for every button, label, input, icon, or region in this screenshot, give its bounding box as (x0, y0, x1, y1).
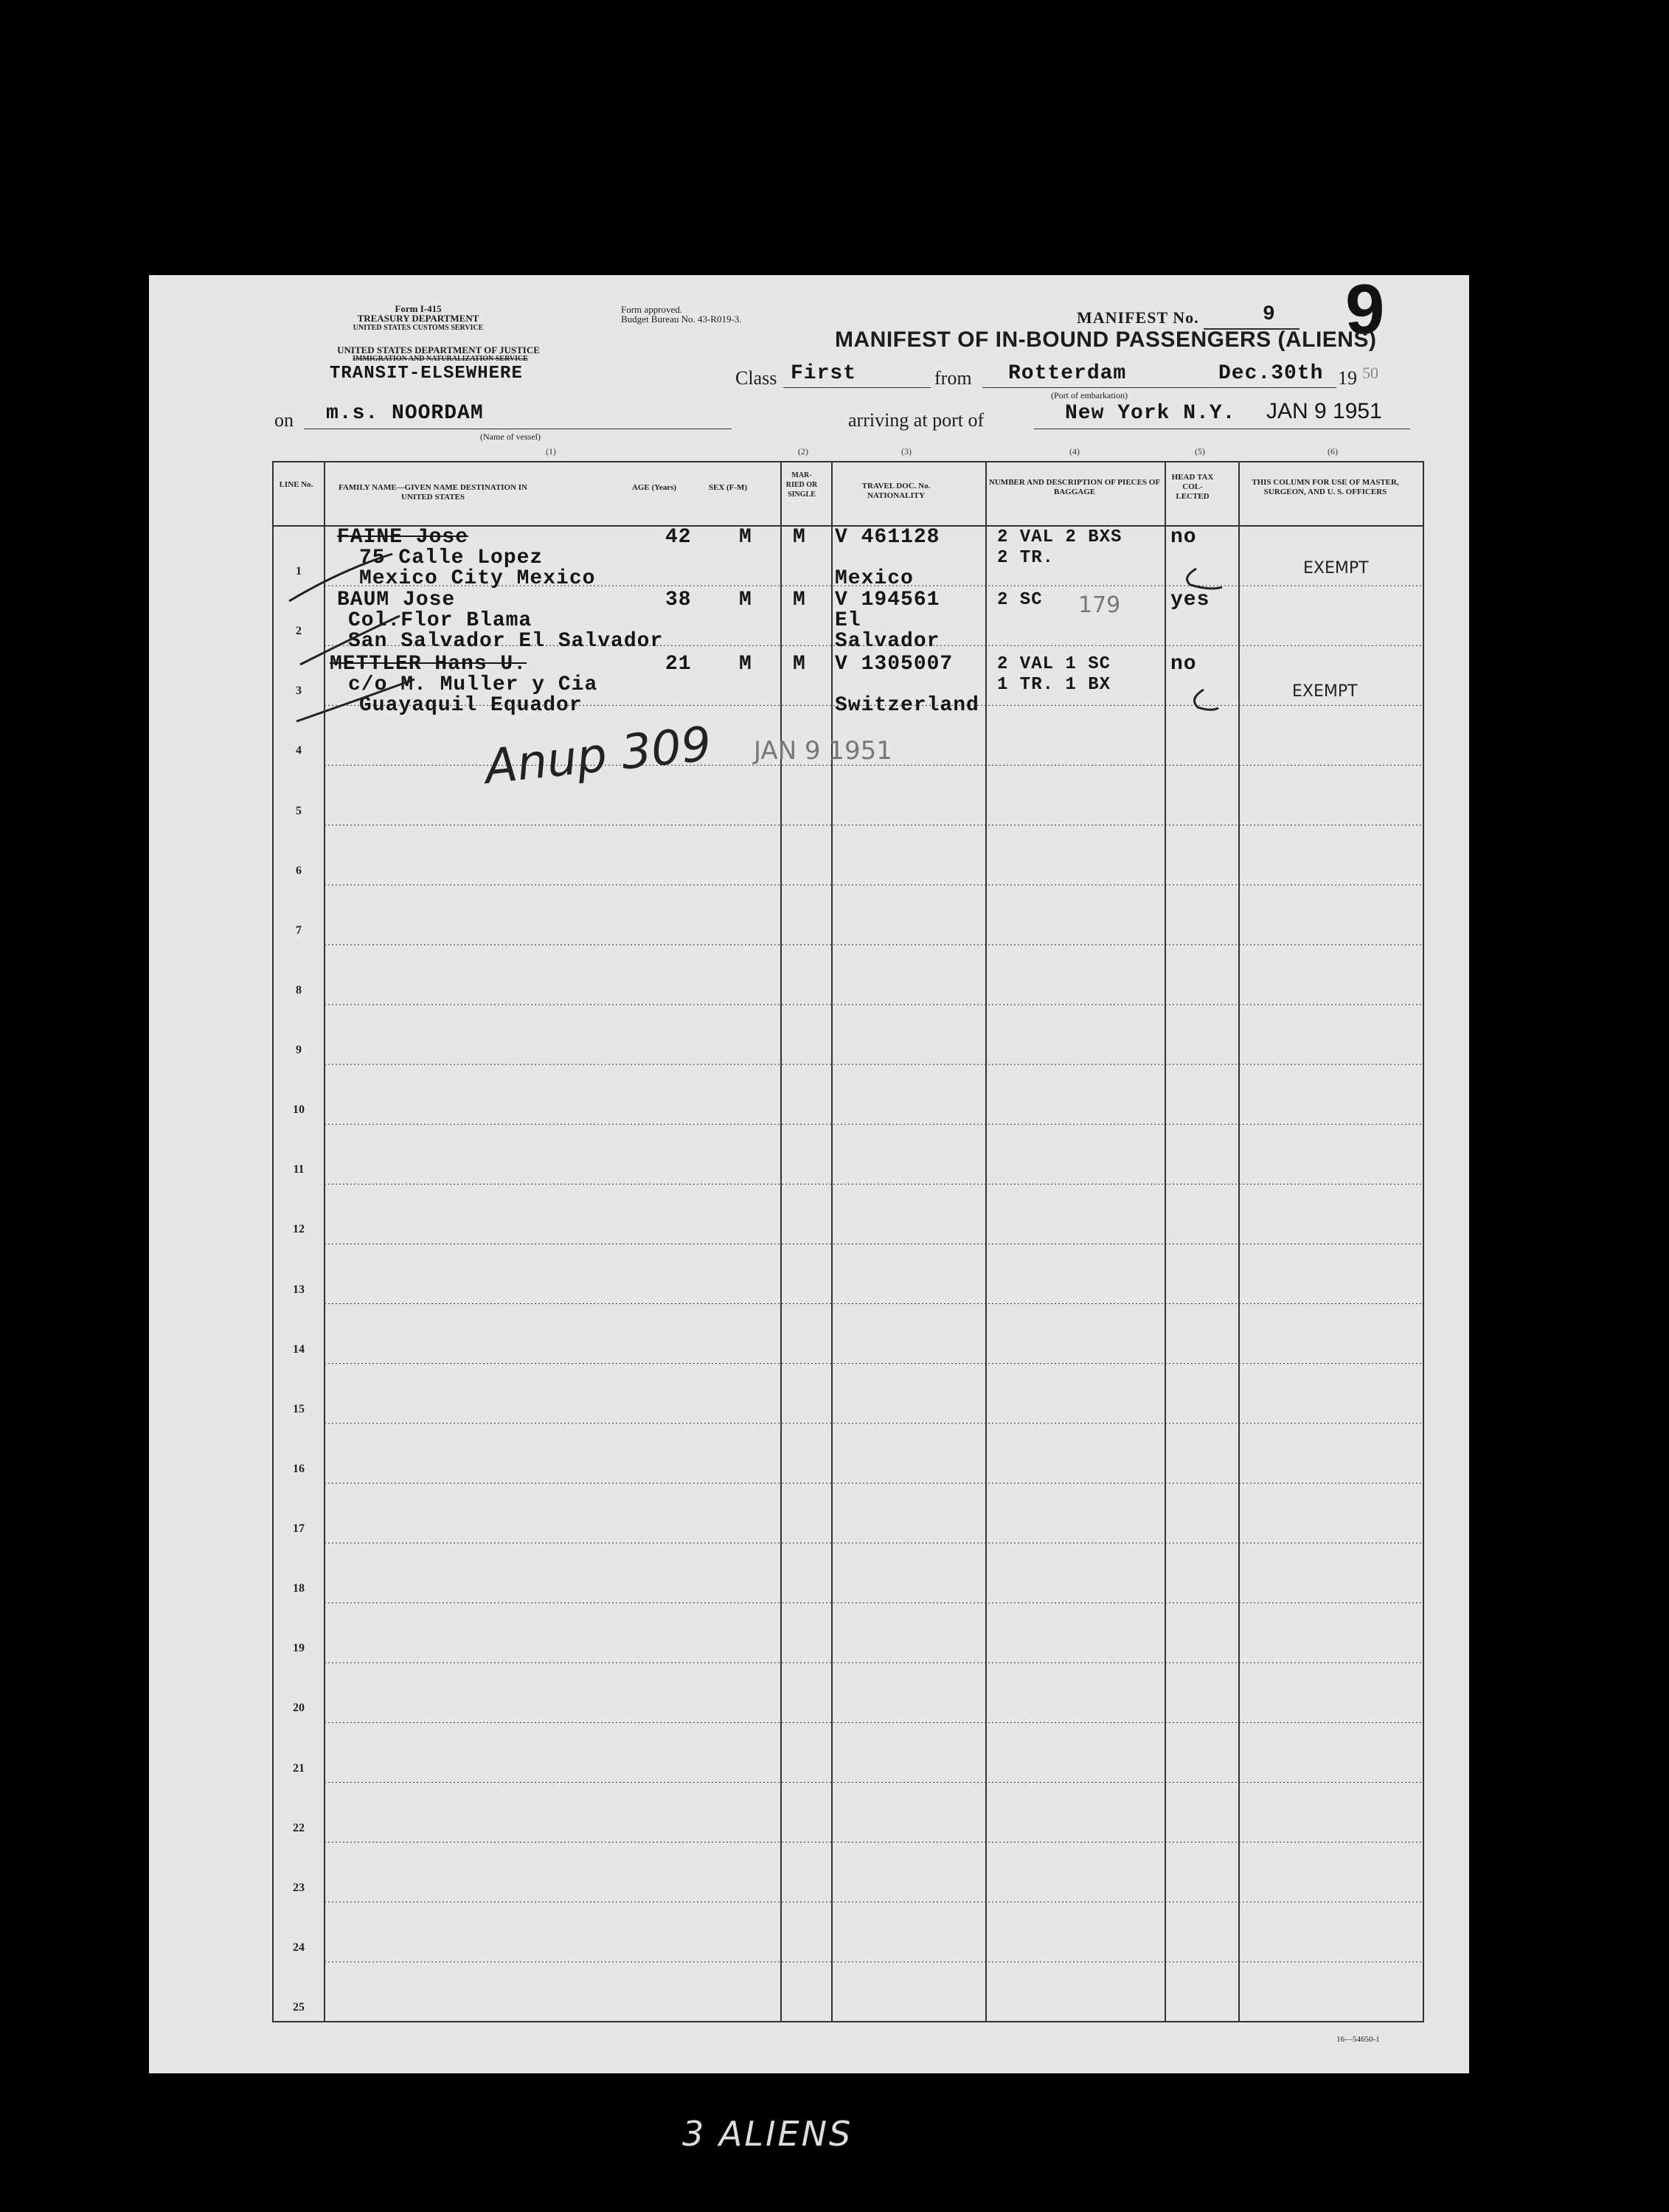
passenger-address-1: c/o M. Muller y Cia (348, 673, 598, 696)
line-number: 16 (293, 1462, 305, 1475)
on-label: on (274, 409, 294, 431)
line-number: 7 (296, 923, 302, 937)
manifest-sheet (149, 270, 1469, 2073)
line-number: 5 (296, 804, 302, 817)
passenger-age: 38 (665, 589, 692, 611)
passenger-address-2: Guayaquil Equador (359, 694, 583, 717)
passenger-name: FAINE Jose (337, 526, 469, 549)
line-number: 13 (293, 1283, 305, 1296)
vessel-name: m.s. NOORDAM (326, 402, 484, 425)
customs-service: UNITED STATES CUSTOMS SERVICE (353, 324, 484, 332)
page-title: MANIFEST OF IN-BOUND PASSENGERS (ALIENS) (835, 327, 1377, 352)
baggage-1: 2 VAL 2 BXS (997, 527, 1123, 547)
line-number: 17 (293, 1522, 305, 1536)
col-num-2: (2) (798, 446, 808, 457)
ins-service: IMMIGRATION AND NATURALIZATION SERVICE (353, 355, 528, 363)
class-value: First (791, 362, 857, 385)
arriving-label: arriving at port of (848, 409, 985, 431)
col-header-officers: THIS COLUMN FOR USE OF MASTER, SURGEON, AND U. S. OFFICERS (1252, 478, 1399, 496)
port-embarkation-caption: (Port of embarkation) (1051, 390, 1128, 401)
passenger-name: METTLER Hans U. (330, 653, 527, 676)
passenger-address-1: 75 Calle Lopez (359, 547, 544, 569)
arrival-stamp: JAN 9 1951 (754, 736, 892, 766)
passenger-marital: M (793, 589, 806, 611)
line-number: 3 (296, 684, 302, 698)
passenger-address-1: Col.Flor Blama (348, 609, 532, 632)
from-label: from (934, 367, 972, 389)
year-prefix: 19 (1338, 367, 1357, 389)
line-number: 14 (293, 1342, 305, 1356)
col-header-line: LINE No. (279, 480, 313, 489)
manifest-no-label: MANIFEST No. (1077, 308, 1199, 327)
col-header-sex: SEX (F-M) (708, 483, 748, 492)
baggage-2: 2 TR. (997, 548, 1055, 568)
passenger-sex: M (739, 653, 752, 676)
passenger-sex: M (739, 526, 752, 549)
aliens-count-note: 3 ALIENS (682, 2114, 853, 2154)
passenger-marital: M (793, 653, 806, 676)
line-number: 22 (293, 1821, 305, 1834)
line-number: 8 (296, 983, 302, 996)
line-number: 6 (296, 864, 302, 877)
baggage-1: 2 VAL 1 SC (997, 654, 1111, 674)
nationality: Mexico (835, 567, 914, 590)
line-number: 10 (293, 1103, 305, 1117)
officer-note: EXEMPT (1292, 682, 1358, 701)
officer-note: EXEMPT (1303, 559, 1369, 578)
travel-doc-number: V 194561 (835, 589, 940, 611)
line-number: 12 (293, 1223, 305, 1236)
travel-doc-number: V 461128 (835, 526, 940, 549)
head-tax: yes (1170, 589, 1210, 611)
line-number: 19 (293, 1642, 305, 1655)
line-number: 11 (293, 1163, 305, 1176)
footer-code: 16—54650-1 (1336, 2035, 1380, 2044)
year-suffix: 50 (1362, 364, 1378, 382)
departure-date: Dec.30th (1218, 362, 1324, 385)
line-number: 25 (293, 2001, 305, 2014)
col-num-1: (1) (546, 446, 556, 457)
embarkation-port: Rotterdam (1008, 362, 1127, 385)
col-header-married: MAR-RIED OR SINGLE (785, 471, 818, 499)
passenger-address-2: San Salvador El Salvador (348, 630, 664, 653)
budget-bureau: Budget Bureau No. 43-R019-3. (621, 313, 742, 325)
col-header-travel-doc: TRAVEL DOC. No. NATIONALITY (861, 482, 931, 500)
class-label: Class (735, 367, 777, 389)
passenger-name: BAUM Jose (337, 589, 456, 611)
form-number: Form I-415 (395, 303, 442, 314)
col-header-name: FAMILY NAME—GIVEN NAME DESTINATION IN UNITED STATES (338, 483, 528, 502)
line-number: 20 (293, 1702, 305, 1715)
col-header-baggage: NUMBER AND DESCRIPTION OF PIECES OF BAGGAGE (988, 478, 1161, 496)
justice-dept: UNITED STATES DEPARTMENT OF JUSTICE (337, 344, 540, 356)
punch-hole (201, 2097, 235, 2131)
line-number: 21 (293, 1761, 305, 1775)
manifest-no-large: 9 (1345, 270, 1385, 349)
baggage-stamp: 179 (1078, 592, 1121, 618)
baggage-2: 1 TR. 1 BX (997, 675, 1111, 695)
line-number: 24 (293, 1941, 305, 1954)
nationality: El (835, 609, 861, 632)
line-number: 2 (296, 625, 302, 638)
line-number: 9 (296, 1044, 302, 1057)
col-num-4: (4) (1069, 446, 1080, 457)
col-num-3: (3) (901, 446, 912, 457)
line-number: 23 (293, 1881, 305, 1894)
inspector-signature: Anup 309 (482, 717, 715, 795)
passenger-address-2: Mexico City Mexico (359, 567, 596, 590)
transit-stamp: TRANSIT-ELSEWHERE (330, 364, 523, 384)
head-tax: no (1170, 653, 1197, 676)
manifest-no-value: 9 (1263, 303, 1276, 326)
line-number: 18 (293, 1582, 305, 1595)
passenger-age: 21 (665, 653, 692, 676)
arrival-port: New York N.Y. (1065, 402, 1236, 425)
passenger-sex: M (739, 589, 752, 611)
baggage-1: 2 SC (997, 590, 1043, 610)
travel-doc-number: V 1305007 (835, 653, 954, 676)
nationality-cont: Salvador (835, 630, 940, 653)
head-tax: no (1170, 526, 1197, 549)
line-number: 4 (296, 744, 302, 757)
line-number: 15 (293, 1402, 305, 1415)
treasury-dept: TREASURY DEPARTMENT (357, 313, 479, 324)
form-approved: Form approved. (621, 304, 683, 315)
arrival-date: JAN 9 1951 (1266, 399, 1382, 423)
passenger-age: 42 (665, 526, 692, 549)
passenger-marital: M (793, 526, 806, 549)
col-header-head-tax: HEAD TAX COL-LECTED (1171, 473, 1214, 501)
col-num-5: (5) (1195, 446, 1205, 457)
line-number: 1 (296, 565, 302, 578)
col-header-age: AGE (Years) (631, 483, 677, 492)
nationality: Switzerland (835, 694, 979, 717)
vessel-caption: (Name of vessel) (480, 431, 541, 442)
col-num-6: (6) (1328, 446, 1338, 457)
